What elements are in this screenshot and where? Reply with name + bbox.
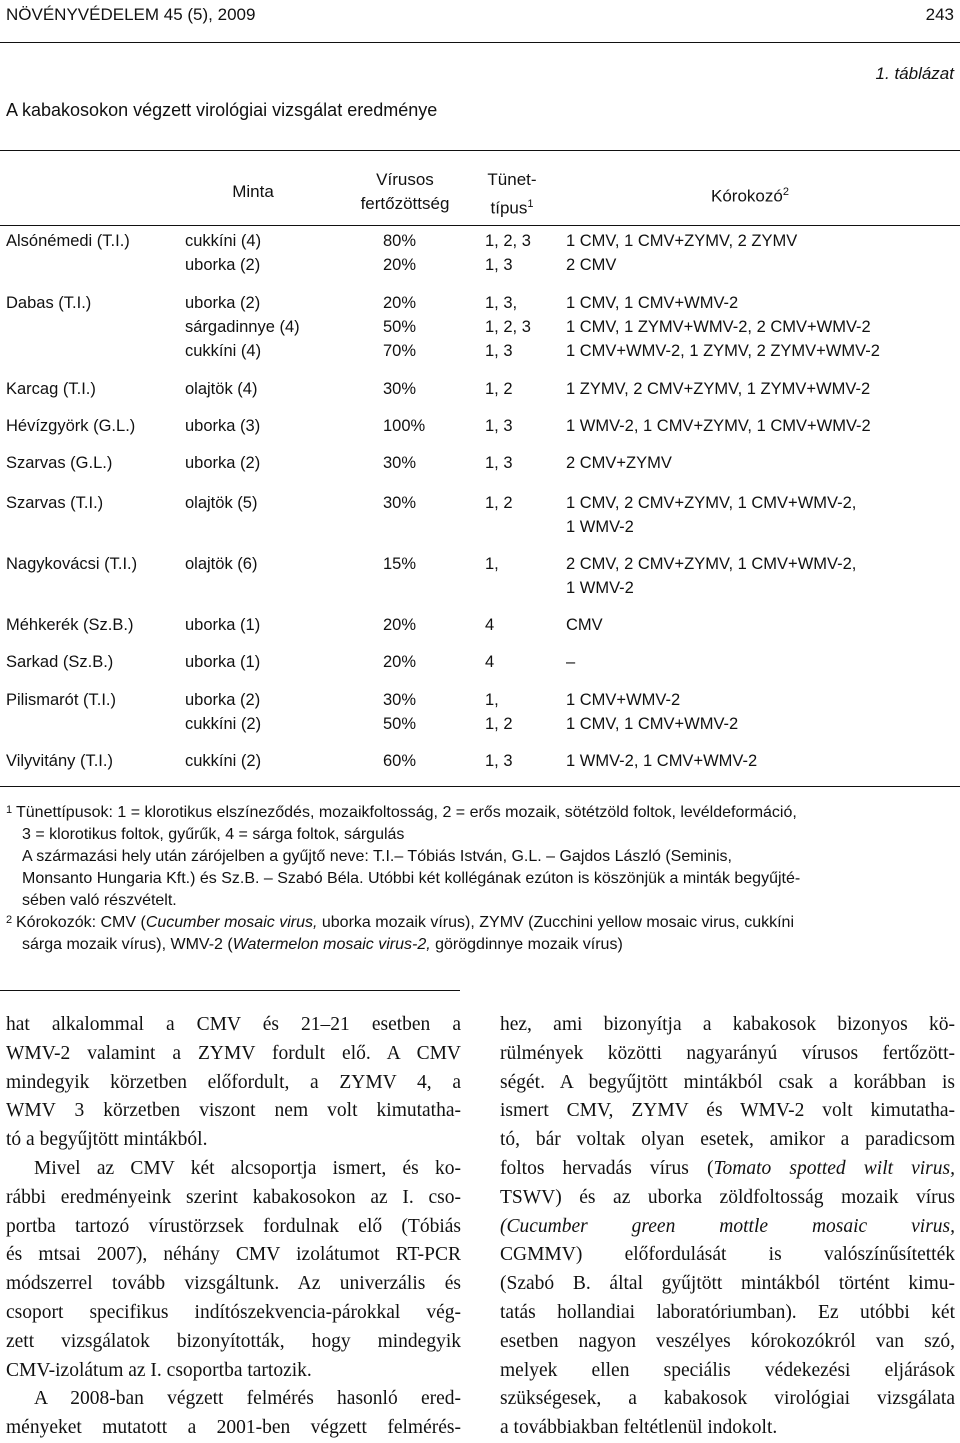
footnote-line: Monsanto Hungaria Kft.) és Sz.B. – Szabó Béla. Utóbbi két kollégának ezúton is köszönjük a minták begyűjté- xyxy=(22,870,801,887)
row-sample: olajtök (4) xyxy=(185,380,258,398)
pathogen-value: 2 CMV, 2 CMV+ZYMV, 1 CMV+WMV-2, xyxy=(566,555,857,573)
row-sample: cukkíni (2) xyxy=(185,752,262,770)
row-pathogen: 1 ZYMV, 2 CMV+ZYMV, 1 ZYMV+WMV-2 xyxy=(566,380,871,398)
text-line: ségét. A begyűjtött mintákból csak a korábban is xyxy=(500,1071,955,1093)
paragraph xyxy=(6,1385,461,1443)
pathogen-value: 1 WMV-2 xyxy=(566,518,634,536)
row-rate: 20% xyxy=(383,653,417,671)
row-pathogen xyxy=(566,229,797,277)
row-symptom: 1, 2 xyxy=(485,380,513,398)
row-symptom: 1, 3 xyxy=(485,417,513,435)
row-location: Dabas (T.I.) xyxy=(6,294,92,312)
footnote-text: Kórokozók: CMV ( xyxy=(16,914,146,931)
symptom-value: 1, 2 xyxy=(485,715,513,733)
footnote-text: uborka mozaik vírus), ZYMV (Zucchini yellow mosaic virus, cukkíni xyxy=(317,914,794,931)
sample-value: cukkíni (4) xyxy=(185,342,262,360)
row-pathogen: CMV xyxy=(566,616,603,634)
row-symptom: 1, 3 xyxy=(485,454,513,472)
row-location: Sarkad (Sz.B.) xyxy=(6,653,114,671)
row-sample xyxy=(185,688,261,736)
text-line: (Szabó B. által gyűjtött mintákból történt kimu- xyxy=(500,1273,955,1295)
running-header xyxy=(6,5,954,31)
row-rate: 30% xyxy=(383,380,417,398)
text-line: hat alkalommal a CMV és 21–21 esetben a xyxy=(6,1014,461,1035)
row-location: Szarvas (T.I.) xyxy=(6,494,104,512)
row-symptom xyxy=(485,688,513,736)
body-column-left xyxy=(6,1011,461,1443)
footnote-line: Tünettípusok: 1 = klorotikus elszíneződés, mozaikfoltosság, 2 = erős mozaik, sötétzöld foltok, levéldeformáció, xyxy=(16,804,797,821)
row-symptom: 4 xyxy=(485,616,495,634)
pathogen-value: 1 CMV, 2 CMV+ZYMV, 1 CMV+WMV-2, xyxy=(566,494,857,512)
text-line: a továbbiakban feltétlenül indokolt. xyxy=(500,1417,778,1439)
text-span: foltos hervadás vírus ( xyxy=(500,1157,714,1179)
pathogen-value: 2 CMV xyxy=(566,256,617,274)
header-pathogen-text: Kórokozó xyxy=(711,186,783,206)
text-line: mindegyik körzetben előfordult, a ZYMV 4, a xyxy=(6,1071,461,1093)
text-line: rülmények közötti nagyarányú vírusos fertőzött- xyxy=(500,1042,955,1064)
header-rate-line2: fertőzöttség xyxy=(360,194,450,213)
text-line: ményeket mutatott a 2001-ben végzett felmérés- xyxy=(6,1417,461,1439)
page-number: 243 xyxy=(925,5,954,24)
footnote-line: sében való részvételt. xyxy=(22,892,177,909)
pathogen-value: 1 CMV, 1 ZYMV+WMV-2, 2 CMV+WMV-2 xyxy=(566,318,871,336)
footnote-line: 3 = klorotikus foltok, gyűrűk, 4 = sárga foltok, sárgulás xyxy=(22,826,405,843)
text-line: zett vizsgálatok bizonyították, hogy mindegyik xyxy=(6,1330,461,1352)
row-location: Vilyvitány (T.I.) xyxy=(6,752,113,770)
symptom-value: 1, 2, 3 xyxy=(485,232,531,250)
text-line: tó a begyűjtött mintákból. xyxy=(6,1129,208,1151)
text-line: hez, ami bizonyítja a kabakosok bizonyos kö- xyxy=(500,1014,955,1035)
footnote-1-mark: 1 xyxy=(6,804,13,816)
row-location: Méhkerék (Sz.B.) xyxy=(6,616,134,634)
footnote-line xyxy=(22,934,954,956)
row-pathogen: 1 WMV-2, 1 CMV+WMV-2 xyxy=(566,752,758,770)
row-pathogen: 1 WMV-2, 1 CMV+ZYMV, 1 CMV+WMV-2 xyxy=(566,417,871,435)
sample-value: cukkíni (2) xyxy=(185,715,262,733)
rate-value: 30% xyxy=(383,691,417,709)
row-pathogen: – xyxy=(566,653,576,671)
row-rate: 30% xyxy=(383,454,417,472)
row-symptom xyxy=(485,291,531,363)
row-location: Pilismarót (T.I.) xyxy=(6,691,117,709)
text-line: tatás hollandiai laboratóriumban). Ez utóbbi két xyxy=(500,1301,955,1323)
row-sample xyxy=(185,291,300,363)
footnote-italic: Cucumber mosaic virus, xyxy=(145,914,318,931)
text-line: melyek ellen speciális védekezési eljárások xyxy=(500,1359,955,1381)
rate-value: 80% xyxy=(383,232,417,250)
footnote-line: A származási hely után zárójelben a gyűjtő neve: T.I.– Tóbiás István, G.L. – Gajdos László (Seminis, xyxy=(22,848,732,865)
row-location: Alsónémedi (T.I.) xyxy=(6,232,130,250)
symptom-value: 1, 3 xyxy=(485,256,513,274)
text-line: CGMMV) előfordulását is valószínűsítették xyxy=(500,1244,955,1266)
footnote-line xyxy=(16,912,954,934)
rate-value: 20% xyxy=(383,256,417,274)
text-line xyxy=(500,1155,955,1184)
row-symptom: 4 xyxy=(485,653,495,671)
header-rate-line1: Vírusos xyxy=(376,170,434,189)
header-symptom-line2 xyxy=(472,192,552,221)
rate-value: 20% xyxy=(383,294,417,312)
text-line: (Cucumber green mottle mosaic virus, xyxy=(500,1215,955,1237)
row-symptom: 1, xyxy=(485,555,499,573)
sample-value: uborka (2) xyxy=(185,691,261,709)
header-symptom xyxy=(472,168,552,221)
rate-value: 50% xyxy=(383,318,417,336)
header-rule xyxy=(0,42,960,43)
rate-value: 70% xyxy=(383,342,417,360)
row-sample xyxy=(185,229,261,277)
row-sample: olajtök (6) xyxy=(185,555,258,573)
row-sample: uborka (2) xyxy=(185,454,261,472)
row-pathogen: 2 CMV+ZYMV xyxy=(566,454,672,472)
footnote-2-mark: 2 xyxy=(6,914,13,926)
pathogen-value: 1 CMV, 1 CMV+WMV-2 xyxy=(566,294,739,312)
table-header-rule xyxy=(0,225,960,226)
sample-value: cukkíni (4) xyxy=(185,232,262,250)
row-rate: 15% xyxy=(383,555,417,573)
table-top-rule xyxy=(0,150,960,151)
row-pathogen xyxy=(566,552,856,600)
sample-value: uborka (2) xyxy=(185,256,261,274)
body-rule-left xyxy=(0,990,460,991)
row-symptom xyxy=(485,229,531,277)
pathogen-value: 1 CMV, 1 CMV+WMV-2 xyxy=(566,715,739,733)
symptom-value: 1, 3, xyxy=(485,294,518,312)
rate-value: 50% xyxy=(383,715,417,733)
symptom-value: 1, 3 xyxy=(485,342,513,360)
table-bottom-rule xyxy=(0,786,960,787)
journal-citation: NÖVÉNYVÉDELEM 45 (5), 2009 xyxy=(6,5,256,24)
row-sample: olajtök (5) xyxy=(185,494,258,512)
text-line: csoport specifikus indítószekvencia-párokkal vég- xyxy=(6,1301,461,1323)
row-sample: uborka (1) xyxy=(185,616,261,634)
row-rate xyxy=(383,688,416,736)
footnote-text: sárga mozaik vírus), WMV-2 ( xyxy=(22,936,233,953)
row-rate: 100% xyxy=(383,417,426,435)
row-rate xyxy=(383,291,416,363)
text-line: A 2008-ban végzett felmérés hasonló ered- xyxy=(34,1388,461,1410)
text-line: WMV-2 valamint a ZYMV fordult elő. A CMV xyxy=(6,1042,461,1064)
pathogen-value: 1 WMV-2 xyxy=(566,579,634,597)
italic-span: Tomato spotted wilt virus, xyxy=(713,1157,955,1179)
header-symptom-text: típus xyxy=(490,198,528,218)
text-line: TSWV) és az uborka zöldfoltosság mozaik vírus xyxy=(500,1186,955,1208)
symptom-value: 1, xyxy=(485,691,499,709)
footnote-2 xyxy=(6,912,954,956)
text-line: esetben nagyon veszélyes kórokozókról van szó, xyxy=(500,1330,955,1352)
footnote-1 xyxy=(6,802,954,912)
paragraph xyxy=(6,1155,461,1385)
row-sample: uborka (3) xyxy=(185,417,261,435)
symptom-value: 1, 2, 3 xyxy=(485,318,531,336)
pathogen-value: 1 CMV+WMV-2, 1 ZYMV, 2 ZYMV+WMV-2 xyxy=(566,342,880,360)
row-location: Hévízgyörk (G.L.) xyxy=(6,417,136,435)
text-line: szükségesek, a kabakosok virológiai vizsgálata xyxy=(500,1388,955,1410)
row-rate: 60% xyxy=(383,752,417,770)
text-line: Mivel az CMV két alcsoportja ismert, és ko- xyxy=(34,1157,461,1179)
paragraph xyxy=(500,1011,955,1443)
row-symptom: 1, 2 xyxy=(485,494,513,512)
row-location: Nagykovácsi (T.I.) xyxy=(6,555,138,573)
table-label: 1. táblázat xyxy=(875,64,954,83)
row-pathogen xyxy=(566,688,738,736)
row-symptom: 1, 3 xyxy=(485,752,513,770)
row-pathogen xyxy=(566,491,856,539)
header-symptom-line1: Tünet- xyxy=(487,170,537,189)
sample-value: sárgadinnye (4) xyxy=(185,318,300,336)
pathogen-value: 1 CMV+WMV-2 xyxy=(566,691,681,709)
body-column-right xyxy=(500,1011,955,1443)
row-rate xyxy=(383,229,416,277)
header-symptom-sup: 1 xyxy=(527,198,534,210)
row-sample: uborka (1) xyxy=(185,653,261,671)
row-location: Karcag (T.I.) xyxy=(6,380,96,398)
footnote-text: görögdinnye mozaik vírus) xyxy=(430,936,623,953)
row-rate: 20% xyxy=(383,616,417,634)
text-line: WMV 3 körzetben viszont nem volt kimutatha- xyxy=(6,1100,461,1122)
pathogen-value: 1 CMV, 1 CMV+ZYMV, 2 ZYMV xyxy=(566,232,798,250)
text-line: tó, bár voltak olyan esetek, amikor a paradicsom xyxy=(500,1129,955,1151)
header-pathogen xyxy=(690,180,810,209)
paragraph xyxy=(6,1011,461,1155)
text-line: rábbi eredményeink szerint kabakosokon az I. cso- xyxy=(6,1186,461,1208)
footnote-italic: Watermelon mosaic virus-2, xyxy=(232,936,431,953)
header-sample: Minta xyxy=(232,182,274,201)
row-pathogen xyxy=(566,291,880,363)
text-line: portba tartozó vírustörzsek fordulnak elő (Tóbiás xyxy=(6,1215,461,1237)
text-line: CMV-izolátum az I. csoportba tartozik. xyxy=(6,1359,312,1381)
text-line: módszerrel tovább vizsgáltunk. Az univerzális és xyxy=(6,1273,461,1295)
table-footnotes xyxy=(6,802,954,956)
row-rate: 30% xyxy=(383,494,417,512)
header-pathogen-sup: 2 xyxy=(782,186,789,198)
header-rate xyxy=(340,168,470,216)
text-line: ismert CMV, ZYMV és WMV-2 volt kimutatha- xyxy=(500,1100,955,1122)
sample-value: uborka (2) xyxy=(185,294,261,312)
table-title: A kabakosokon végzett virológiai vizsgálat eredménye xyxy=(6,100,438,120)
text-line: és mtsai 2007), néhány CMV izolátumot RT-PCR xyxy=(6,1244,461,1266)
row-location: Szarvas (G.L.) xyxy=(6,454,113,472)
